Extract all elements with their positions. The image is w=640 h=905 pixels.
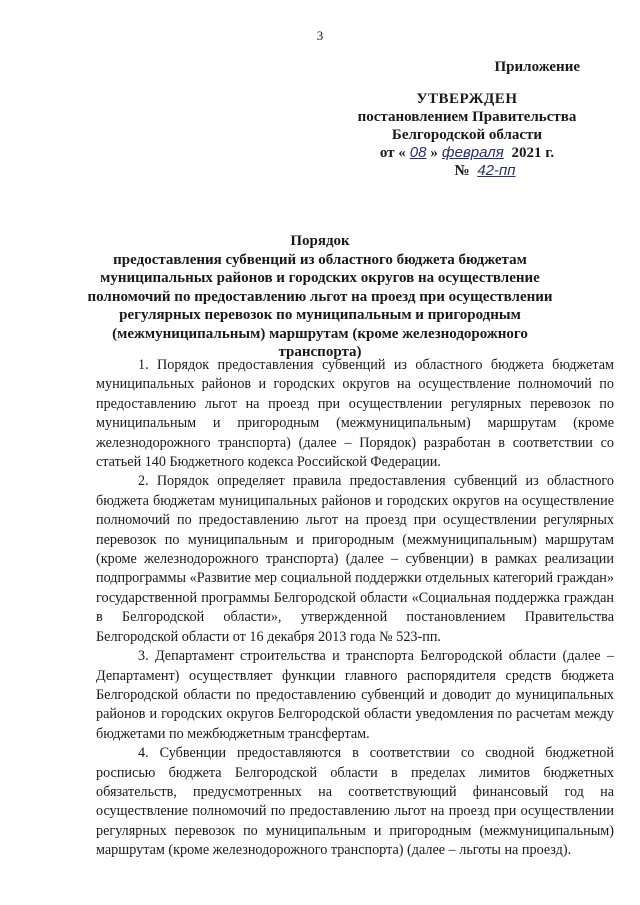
date-mid: »: [430, 145, 438, 161]
date-prefix: от «: [379, 145, 406, 161]
paragraph-1: 1. Порядок предоставления субвенций из областного бюджета бюджетам муниципальных районов и городских округов на осуществление полномочий по предоставлению льгот на проезд при осуществлении регулярных перевозок по муниципальным и пригородным (межмуниципальным) маршрутам (кроме железнодорожного транспорта) (далее – Порядок) разработан в соответствии со статьей 140 Бюджетного кодекса Российской Федерации.: [96, 357, 614, 471]
approval-line-1: постановлением Правительства: [357, 109, 577, 125]
title-line-3: полномочий по предоставлению льгот на проезд при осуществлении: [87, 288, 553, 305]
approval-block: [332, 58, 602, 180]
date-day: 08: [409, 144, 427, 161]
title-line-2: муниципальных районов и городских округов на осуществление: [100, 270, 540, 286]
number-prefix: №: [454, 163, 470, 179]
paragraph-2: 2. Порядок определяет правила предоставления субвенций из областного бюджета бюджетам муниципальных районов и городских округов на осуществление полномочий по предоставлению льгот на проезд при осуществлении регулярных перевозок по муниципальным и пригородным (межмуниципальным) маршрутам (кроме железнодорожного транспорта) (далее – субвенции) в рамках реализации подпрограммы «Развитие мер социальной поддержки отдельных категорий граждан» государственной программы Белгородской области «Социальная поддержка граждан в Белгородской области», утвержденной постановлением Правительства Белгородской области от 16 декабря 2013 года № 523-пп.: [96, 473, 614, 645]
date-year: 2021 г.: [511, 145, 555, 161]
title-heading: Порядок: [290, 233, 350, 249]
approval-date: [332, 144, 602, 162]
date-month: февраля: [441, 144, 504, 161]
approved-label: УТВЕРЖДЕН: [416, 91, 518, 107]
title-line-4: регулярных перевозок по муниципальным и пригородным: [119, 307, 521, 323]
paragraph-3: 3. Департамент строительства и транспорта Белгородской области (далее – Департамент) осуществляет функции главного распорядителя средств бюджета Белгородской области по предоставлению субвенций и доводит до муниципальных районов и городских округов Белгородской области уведомления по расчетам между бюджетами по межбюджетным трансфертам.: [96, 648, 614, 742]
title-line-1: предоставления субвенций из областного бюджета бюджетам: [113, 251, 527, 268]
document-title: [70, 232, 570, 362]
approval-number: [332, 162, 602, 180]
number-value: 42-пп: [477, 162, 516, 179]
paragraph-4: 4. Субвенции предоставляются в соответствии со сводной бюджетной росписью бюджета Белгородской области в пределах лимитов бюджетных обязательств, предусмотренных на соответствующий финансовый год на осуществление полномочий по предоставлению льгот на проезд при осуществлении регулярных перевозок по муниципальным и пригородным (межмуниципальным) маршрутам (кроме железнодорожного транспорта) (далее – льготы на проезд).: [96, 745, 614, 859]
approval-line-2: Белгородской области: [391, 127, 543, 143]
title-line-5: (межмуниципальным) маршрутам (кроме железнодорожного транспорта): [112, 325, 528, 360]
document-body: [96, 356, 614, 861]
appendix-label: Приложение: [494, 59, 580, 75]
page-number: 3: [316, 28, 324, 43]
